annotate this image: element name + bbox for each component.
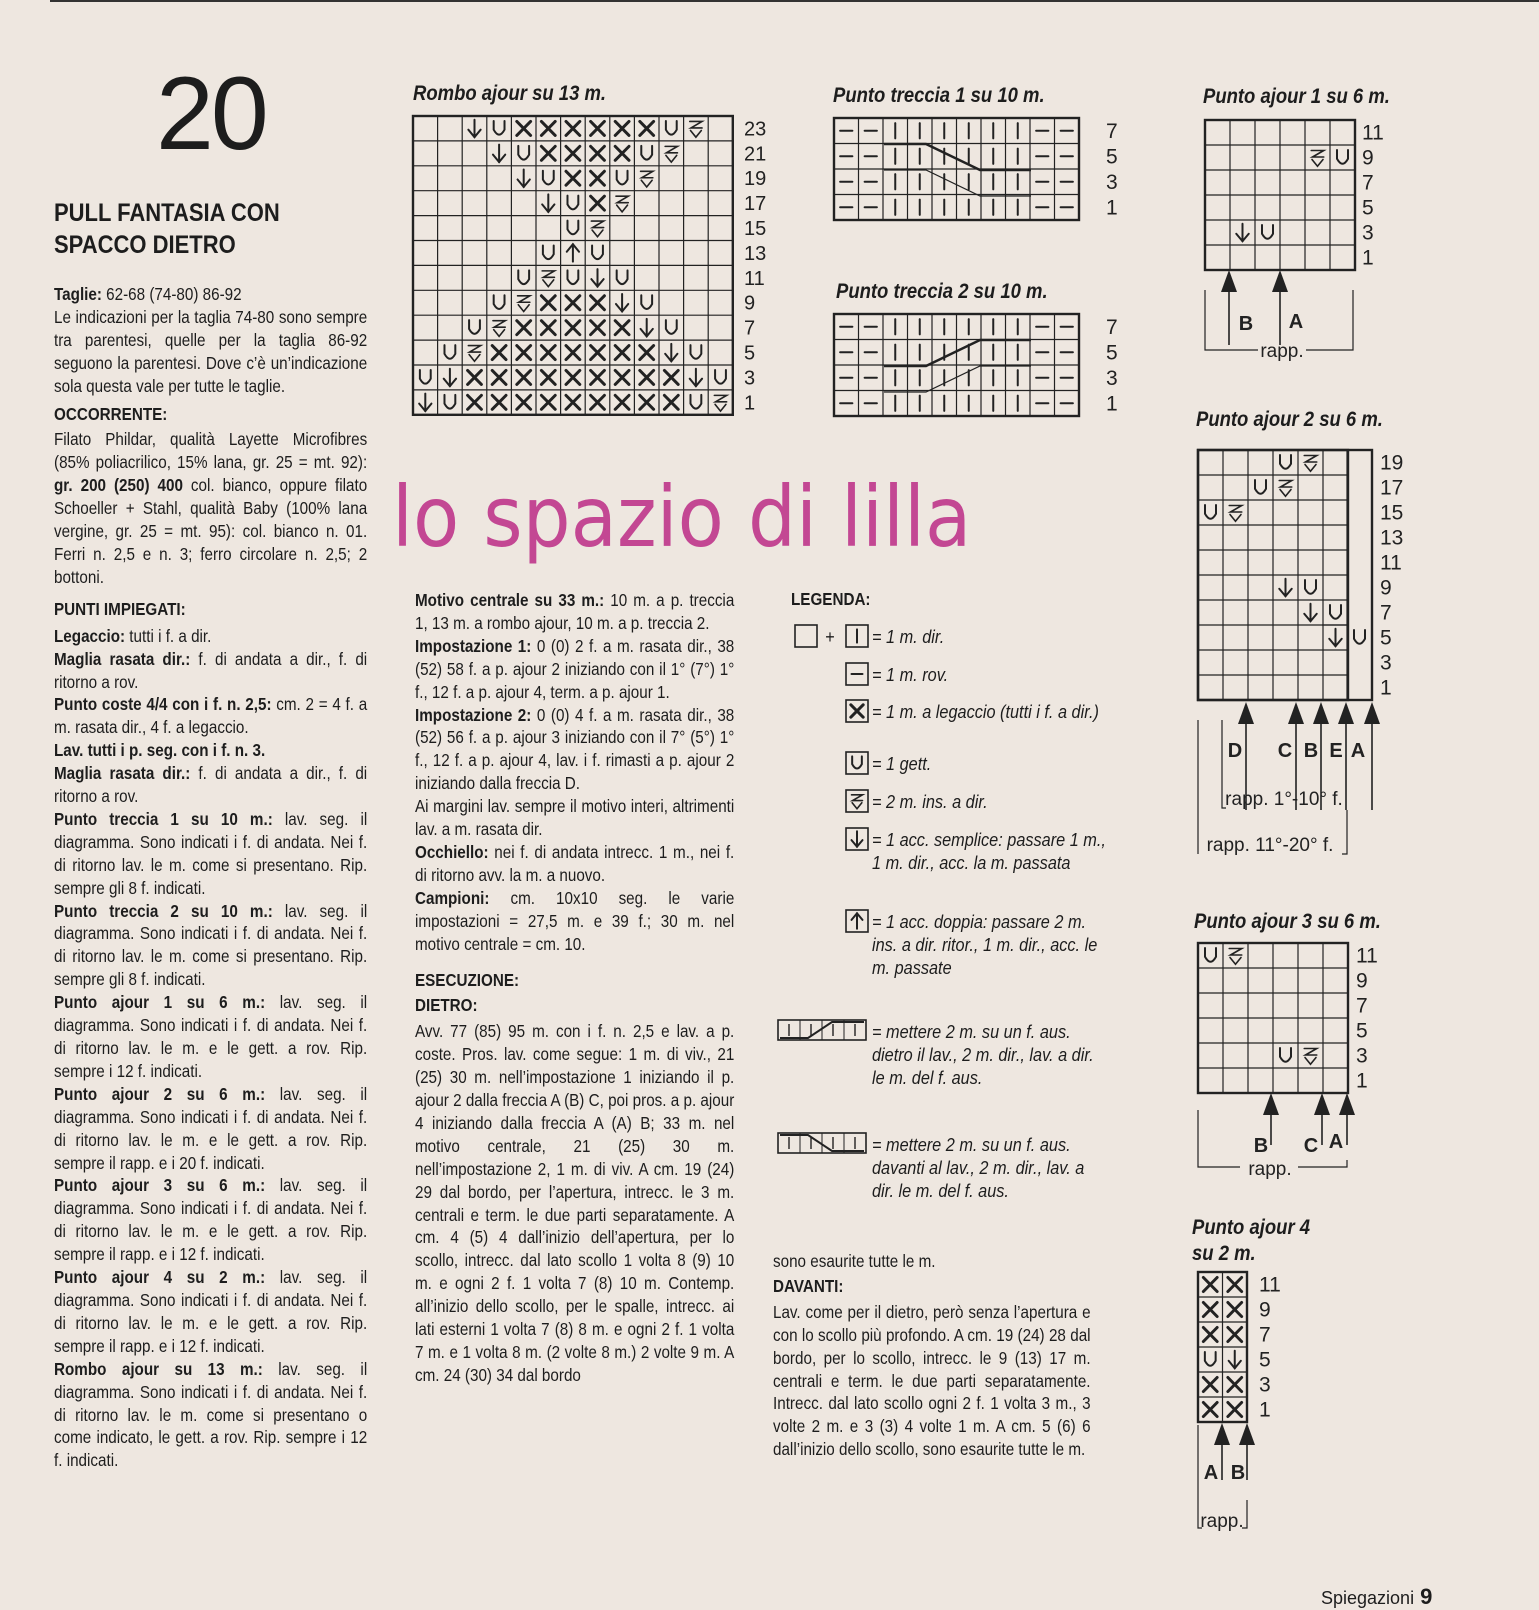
ajour2-arrow: [1313, 702, 1329, 724]
ajour3-arrow-label: C: [1303, 1135, 1319, 1157]
ins-symbol: [468, 346, 480, 352]
ajour4-rapp-label: rapp.: [1200, 1511, 1244, 1532]
gett-symbol: [1354, 630, 1365, 644]
ins-symbol: [1311, 151, 1324, 158]
ins-symbol: [518, 305, 529, 312]
rombo-row-label: 13: [744, 242, 767, 265]
treccia2-cable: [884, 366, 1031, 392]
ins-symbol: [518, 296, 530, 302]
gett-symbol: [444, 345, 455, 359]
gett-symbol: [518, 270, 529, 284]
punto-entry: Rombo ajour su 13 m.: lav. seg. il diagramma. Sono indicati i f. di andata. Nei f. di ritorno lav. le m. come si presentano o come indicato, le gett. a rov. Rip. sempre i 12 f. indicati.: [54, 1358, 368, 1471]
ins-symbol: [714, 395, 726, 401]
occorrente-text: Filato Phildar, qualità Layette Microfibres (85% poliacrilico, 15% lana, gr. 25 = mt. 92): gr. 200 (250) 400 col. bianco, oppure filato Schoeller + Stahl, qualità Baby (100% lana vergine, gr. 25 = mt. 95): col. bianco n. 01. Ferri n. 2,5 e n. 3; ferro circolare n. 2,5; 2 bottoni.: [54, 429, 368, 587]
ins-symbol: [1229, 506, 1242, 513]
ajour1-row-label: 9: [1362, 146, 1374, 170]
ajour1-row-label: 3: [1362, 221, 1374, 245]
ajour1-arrow-B: [1221, 270, 1237, 292]
ins-symbol: [1230, 958, 1241, 965]
ajour2-row-label: 9: [1380, 576, 1392, 600]
gett-symbol: [666, 320, 677, 334]
ajour2-arrow: [1288, 702, 1304, 724]
ajour4-row-label: 5: [1259, 1348, 1271, 1372]
ins-symbol: [591, 221, 603, 227]
punto-entry: Maglia rasata dir.: f. di andata a dir., f. di ritorno a rov.: [54, 763, 368, 807]
chart-title-ajour2: Punto ajour 2 su 6 m.: [1196, 408, 1383, 431]
intro-text: Le indicazioni per la taglia 74-80 sono sempre tra parentesi, quelle per la taglia 86-92 seguono la parentesi. Dove c’è un’indicazione sola questa vale per tutte le taglie.: [54, 306, 368, 396]
rombo-row-label: 5: [744, 342, 756, 365]
gett-symbol: [1330, 605, 1341, 619]
punto-entry: Punto ajour 1 su 6 m.: lav. seg. il diagramma. Sono indicati i f. di andata. Nei f. di ritorno lav. le m. e le gett. a rov. Rip. sempre i 12 f. indicati.: [54, 992, 368, 1081]
gett-symbol: [1255, 480, 1266, 494]
rombo-row-label: 11: [744, 267, 765, 290]
gett-symbol: [617, 270, 628, 284]
ajour2-row-label: 11: [1380, 551, 1402, 575]
ajour1-arrow-label-B: B: [1238, 313, 1254, 335]
treccia2-row-label: 5: [1106, 341, 1118, 365]
ajour2-row-label: 7: [1380, 601, 1392, 625]
ajour4-row-label: 3: [1259, 1373, 1271, 1397]
gett-symbol: [567, 221, 578, 235]
ins-symbol: [1304, 1049, 1317, 1056]
ajour2-arrow: [1238, 702, 1254, 724]
title-line-2: SPACCO DIETRO: [54, 231, 236, 259]
gett-symbol: [494, 295, 505, 309]
title-line-1: PULL FANTASIA CON: [54, 199, 280, 227]
ins-symbol: [1230, 515, 1241, 522]
ins-symbol: [852, 803, 862, 809]
ajour2-row-label: 15: [1380, 501, 1404, 525]
gett-symbol: [852, 756, 862, 768]
legend-item: = 1 m. a legaccio (tutti i f. a dir.): [872, 701, 1099, 722]
dietro-heading: DIETRO:: [415, 995, 478, 1016]
ajour3-rapp-bracket: [1198, 1110, 1240, 1167]
ajour2-rapp1-label: rapp. 1°-10° f.: [1225, 789, 1343, 810]
gett-symbol: [1280, 1048, 1291, 1062]
legend-item: = 1 m. rov.: [872, 664, 949, 685]
ins-symbol: [1305, 465, 1316, 472]
rombo-row-label: 7: [744, 317, 756, 340]
gett-symbol: [494, 121, 505, 135]
ajour2-row-label: 13: [1380, 526, 1404, 550]
ins-symbol: [493, 321, 505, 327]
ajour3-row-label: 11: [1356, 944, 1378, 968]
treccia2-cable: [884, 340, 1031, 366]
ajour1-row-label: 1: [1362, 246, 1374, 270]
legend-item: = 1 acc. semplice: passare 1 m., 1 m. dir., acc. la m. passata: [872, 829, 1106, 873]
ajour3-row-label: 9: [1356, 969, 1368, 993]
legend-item: = 1 m. dir.: [872, 626, 945, 647]
col2-paragraph: Impostazione 1: 0 (0) 2 f. a m. rasata dir., 38 (52) 58 f. a p. ajour 2 iniziando con il 1° (7°) 1° f., 12 f. a p. ajour 4, term. a p. ajour 1.: [415, 635, 735, 702]
ins-symbol: [666, 155, 677, 162]
ins-symbol: [665, 146, 677, 152]
ajour2-arrow: [1338, 702, 1354, 724]
ins-symbol: [641, 180, 652, 187]
ins-symbol: [852, 795, 863, 801]
punto-entry: Maglia rasata dir.: f. di andata a dir., f. di ritorno a rov.: [54, 648, 368, 692]
treccia1-row-label: 1: [1106, 196, 1118, 220]
col2-paragraph: Ai margini lav. sempre il motivo interi, altrimenti lav. a m. rasata dir.: [415, 796, 735, 840]
ajour3-arrow-label: A: [1328, 1131, 1344, 1153]
gett-symbol: [543, 245, 554, 259]
ins-symbol: [542, 271, 554, 277]
rombo-row-label: 9: [744, 292, 756, 315]
ajour2-arrow-label: B: [1303, 740, 1319, 762]
rombo-row-label: 23: [744, 118, 767, 141]
ajour2-row-label: 17: [1380, 476, 1404, 500]
ins-symbol: [592, 230, 603, 237]
ins-symbol: [1280, 490, 1291, 497]
punto-entry: Punto treccia 2 su 10 m.: lav. seg. il diagramma. Sono indicati i f. di andata. Nei f. di ritorno lav. le m. come si presentano. Rip. sempre gli 8 f. indicati.: [54, 900, 368, 990]
treccia1-cable: [884, 170, 1031, 196]
ins-symbol: [715, 404, 726, 411]
rombo-row-label: 15: [744, 218, 767, 241]
ajour1-row-label: 11: [1362, 121, 1384, 145]
ajour3-row-label: 7: [1356, 994, 1368, 1018]
taglie-value: 62-68 (74-80) 86-92: [101, 284, 242, 304]
ins-symbol: [1312, 160, 1323, 167]
chart-title-ajour3: Punto ajour 3 su 6 m.: [1194, 910, 1381, 933]
chart-title-ajour1: Punto ajour 1 su 6 m.: [1203, 85, 1390, 108]
gett-symbol: [641, 295, 652, 309]
ajour4-row-label: 1: [1259, 1398, 1271, 1422]
ajour2-rapp-bracket: [1342, 810, 1347, 854]
chart-title-ajour4-a: Punto ajour 4: [1192, 1216, 1311, 1239]
gett-symbol: [543, 171, 554, 185]
ajour1-arrow-label-A: A: [1288, 311, 1304, 333]
ajour4-row-label: 11: [1259, 1273, 1281, 1297]
legend-item: = 1 acc. doppia: passare 2 m. ins. a dir. ritor., 1 m. dir., acc. le m. passate: [872, 911, 1098, 978]
punto-entry: Punto ajour 4 su 2 m.: lav. seg. il diagramma. Sono indicati i f. di andata. Nei f. di ritorno lav. le m. e le gett. a rov. Rip. sempre il rapp. e i 12 f. indicati.: [54, 1267, 368, 1356]
col2-paragraph: Impostazione 2: 0 (0) 4 f. a m. rasata dir., 38 (52) 56 f. a p. ajour 3 iniziando con il 7° (5°) 1° f., 12 f. a p. ajour 4, lav. i f. rimasti a p. ajour 2 iniziando dalla freccia D.: [415, 704, 735, 794]
punto-entry: Punto ajour 3 su 6 m.: lav. seg. il diagramma. Sono indicati i f. di andata. Nei f. di ritorno lav. le m. e le gett. a rov. Rip. sempre il rapp. e i 12 f. indicati.: [54, 1175, 368, 1265]
legend-item: = 2 m. ins. a dir.: [872, 791, 988, 812]
ajour3-arrow: [1314, 1093, 1330, 1115]
ins-symbol: [1305, 1058, 1316, 1065]
ins-symbol: [494, 330, 505, 337]
ins-symbol: [690, 121, 702, 127]
gett-symbol: [567, 196, 578, 210]
ajour3-rapp-bracket: [1298, 1160, 1347, 1167]
ajour2-row-label: 19: [1380, 451, 1404, 475]
ajour1-arrow-A: [1272, 270, 1288, 292]
gett-symbol: [469, 320, 480, 334]
ajour2-arrow-label: E: [1329, 740, 1343, 762]
col2-paragraph: Motivo centrale su 33 m.: 10 m. a p. treccia 1, 13 m. a rombo ajour, 10 m. a p. treccia 2.: [415, 590, 735, 633]
legend-item: = mettere 2 m. su un f. aus. dietro il lav., 2 m. dir., lav. a dir. le m. del f. aus.: [872, 1021, 1094, 1088]
gett-symbol: [690, 395, 701, 409]
ajour1-rapp-bracket: [1306, 290, 1353, 350]
gett-symbol: [1205, 505, 1216, 519]
ajour2-arrow: [1364, 702, 1380, 724]
punto-entry: Punto coste 4/4 con i f. n. 2,5: cm. 2 = 4 f. a m. rasata dir., 4 f. a legaccio.: [54, 694, 368, 738]
ajour4-arrow-A: [1214, 1423, 1230, 1445]
ajour4-row-label: 7: [1259, 1323, 1271, 1347]
rombo-row-label: 17: [744, 193, 767, 216]
ins-symbol: [1279, 481, 1292, 488]
ajour2-row-label: 3: [1380, 651, 1392, 675]
treccia1-cable: [884, 144, 1031, 170]
gett-symbol: [420, 370, 431, 384]
ins-symbol: [1229, 949, 1242, 956]
ajour3-row-label: 5: [1356, 1019, 1368, 1043]
rombo-row-label: 3: [744, 367, 756, 390]
treccia2-row-label: 3: [1106, 366, 1118, 390]
legend-heading: LEGENDA:: [791, 589, 871, 609]
punto-entry: Punto treccia 1 su 10 m.: lav. seg. il diagramma. Sono indicati i f. di andata. Nei f. di ritorno lav. le m. come si presentano. Rip. sempre gli 8 f. indicati.: [54, 808, 368, 898]
dietro-continued: sono esaurite tutte le m.: [773, 1251, 936, 1271]
legend-symbol-cell: [846, 752, 868, 774]
ajour3-row-label: 1: [1356, 1069, 1368, 1093]
ajour1-row-label: 5: [1362, 196, 1374, 220]
ins-symbol: [690, 130, 701, 137]
ajour4-arrow-label-A: A: [1203, 1462, 1219, 1484]
treccia1-row-label: 5: [1106, 145, 1118, 169]
gett-symbol: [1337, 150, 1348, 164]
gett-symbol: [641, 146, 652, 160]
dietro-text: Avv. 77 (85) 95 m. con i f. n. 2,5 e lav. a p. coste. Pros. lav. come segue: 1 m. di viv., 21 (25) 30 m. nell’impostazione 1 iniziando il p. ajour 2 dalla freccia A (B) C, poi pros. a p. ajour 4 iniziando dalla freccia A (A) B; 33 m. nel motivo centrale, 21 (25) 30 m. nell’impostazione 2, 1 m. di viv. A cm. 19 (24) 29 dal bordo, per l’apertura, intrecc. le 3 m. centrali e term. le due parti separatamente. A cm. 4 (5) 4 dall’inizio dell’apertura, per lo scollo, intrecc. dal lato scollo 1 volta 8 (9) 10 m. e ogni 2 f. 1 volta 7 (8) 10 m. Contemp. all’inizio dello scollo, per le spalle, intrecc. ai lati esterni 1 volta 7 (8) 8 m. e ogni 2 f. 1 volta 7 m. e 1 volta 8 m. (2 volte 8 m.) 2 volte 9 m. A cm. 24 (30) 34 dal bordo: [415, 1021, 735, 1385]
punto-entry: Punto ajour 2 su 6 m.: lav. seg. il diagramma. Sono indicati i f. di andata. Nei f. di ritorno lav. le m. e le gett. a rov. Rip. sempre il rapp. e i 20 f. indicati.: [54, 1083, 368, 1173]
ajour4-arrow-label-B: B: [1230, 1462, 1246, 1484]
legend-empty-cell: [795, 625, 817, 647]
gett-symbol: [715, 370, 726, 384]
chart-title-rombo: Rombo ajour su 13 m.: [413, 82, 607, 105]
legend-item: = 1 gett.: [872, 753, 932, 774]
ajour4-row-label: 9: [1259, 1298, 1271, 1322]
legend-plus: +: [825, 626, 835, 647]
ajour2-arrow-label: D: [1227, 740, 1243, 762]
ajour3-arrow: [1339, 1093, 1355, 1115]
treccia1-row-label: 3: [1106, 170, 1118, 194]
gett-symbol: [1305, 580, 1316, 594]
page-footer: [1321, 1584, 1432, 1610]
gett-symbol: [666, 121, 677, 135]
davanti-heading: DAVANTI:: [773, 1275, 844, 1296]
ajour2-arrow-label: C: [1277, 740, 1293, 762]
ajour1-rapp-label: rapp.: [1260, 341, 1304, 362]
treccia2-row-label: 1: [1106, 392, 1118, 416]
taglie-label: Taglie:: [54, 284, 102, 304]
ajour4-arrow-B: [1239, 1423, 1255, 1445]
ajour1-row-label: 7: [1362, 171, 1374, 195]
ajour2-rapp2-label: rapp. 11°-20° f.: [1206, 835, 1334, 856]
treccia2-row-label: 7: [1106, 315, 1118, 339]
chart-title-treccia1: Punto treccia 1 su 10 m.: [833, 84, 1045, 107]
rombo-row-label: 1: [744, 392, 756, 415]
ins-symbol: [543, 280, 554, 287]
footer-section: Spiegazioni: [1321, 1588, 1415, 1608]
ins-symbol: [1304, 456, 1317, 463]
gett-symbol: [1262, 225, 1273, 239]
watermark: lo spazio di lilla: [392, 468, 972, 566]
gett-symbol: [518, 146, 529, 160]
ajour2-row-label: 5: [1380, 626, 1392, 650]
treccia1-row-label: 7: [1106, 119, 1118, 143]
ins-symbol: [469, 355, 480, 362]
pattern-number: 20: [156, 56, 266, 172]
rombo-row-label: 21: [744, 143, 767, 166]
gett-symbol: [1205, 1352, 1216, 1366]
occorrente-heading: OCCORRENTE:: [54, 403, 168, 424]
ajour3-row-label: 3: [1356, 1044, 1368, 1068]
gett-symbol: [1205, 948, 1216, 962]
davanti-text: Lav. come per il dietro, però senza l’apertura e con lo scollo più profondo. A cm. 19 (24) 28 dal bordo, per lo scollo, intrecc. le 9 (13) 17 m. centrali e term. le due parti separatamente. Intrecc. dal lato scollo ogni 2 f. 1 volta 3 m., 3 volte 2 m. e 3 (3) 4 volte 1 m. A cm. 5 (6) 6 dall’inizio dello scollo, sono esaurite tutte le m.: [773, 1301, 1091, 1460]
ajour3-arrow: [1263, 1093, 1279, 1115]
page-number: 9: [1420, 1584, 1433, 1609]
punto-entry: Legaccio: tutti i f. a dir.: [54, 625, 212, 646]
gett-symbol: [690, 345, 701, 359]
ajour2-arrow-label: A: [1350, 740, 1366, 762]
punti-heading: PUNTI IMPIEGATI:: [54, 598, 186, 619]
legend-item: = mettere 2 m. su un f. aus. davanti al lav., 2 m. dir., lav. a dir. le m. del f. aus.: [872, 1134, 1085, 1201]
rombo-row-label: 19: [744, 168, 767, 191]
ajour3-arrow-label: B: [1253, 1135, 1269, 1157]
ajour3-rapp-label: rapp.: [1248, 1159, 1292, 1180]
gett-symbol: [1280, 455, 1291, 469]
ajour2-row-label: 1: [1380, 676, 1392, 700]
chart-title-treccia2: Punto treccia 2 su 10 m.: [836, 280, 1048, 303]
esecuzione-heading: ESECUZIONE:: [415, 969, 520, 990]
ins-symbol: [617, 205, 628, 212]
col2-paragraph: Occhiello: nei f. di andata intrecc. 1 m., nei f. di ritorno avv. la m. a nuovo.: [415, 841, 735, 885]
col2-paragraph: Campioni: cm. 10x10 seg. le varie impostazioni = 27,5 m. e 39 f.; 30 m. nel motivo centrale = cm. 10.: [415, 887, 735, 954]
gett-symbol: [592, 245, 603, 259]
gett-symbol: [617, 171, 628, 185]
ins-symbol: [616, 196, 628, 202]
gett-symbol: [567, 270, 578, 284]
chart-title-ajour4-b: su 2 m.: [1192, 1242, 1256, 1265]
ins-symbol: [641, 171, 653, 177]
punto-entry: Lav. tutti i p. seg. con i f. n. 3.: [54, 740, 266, 761]
gett-symbol: [444, 395, 455, 409]
